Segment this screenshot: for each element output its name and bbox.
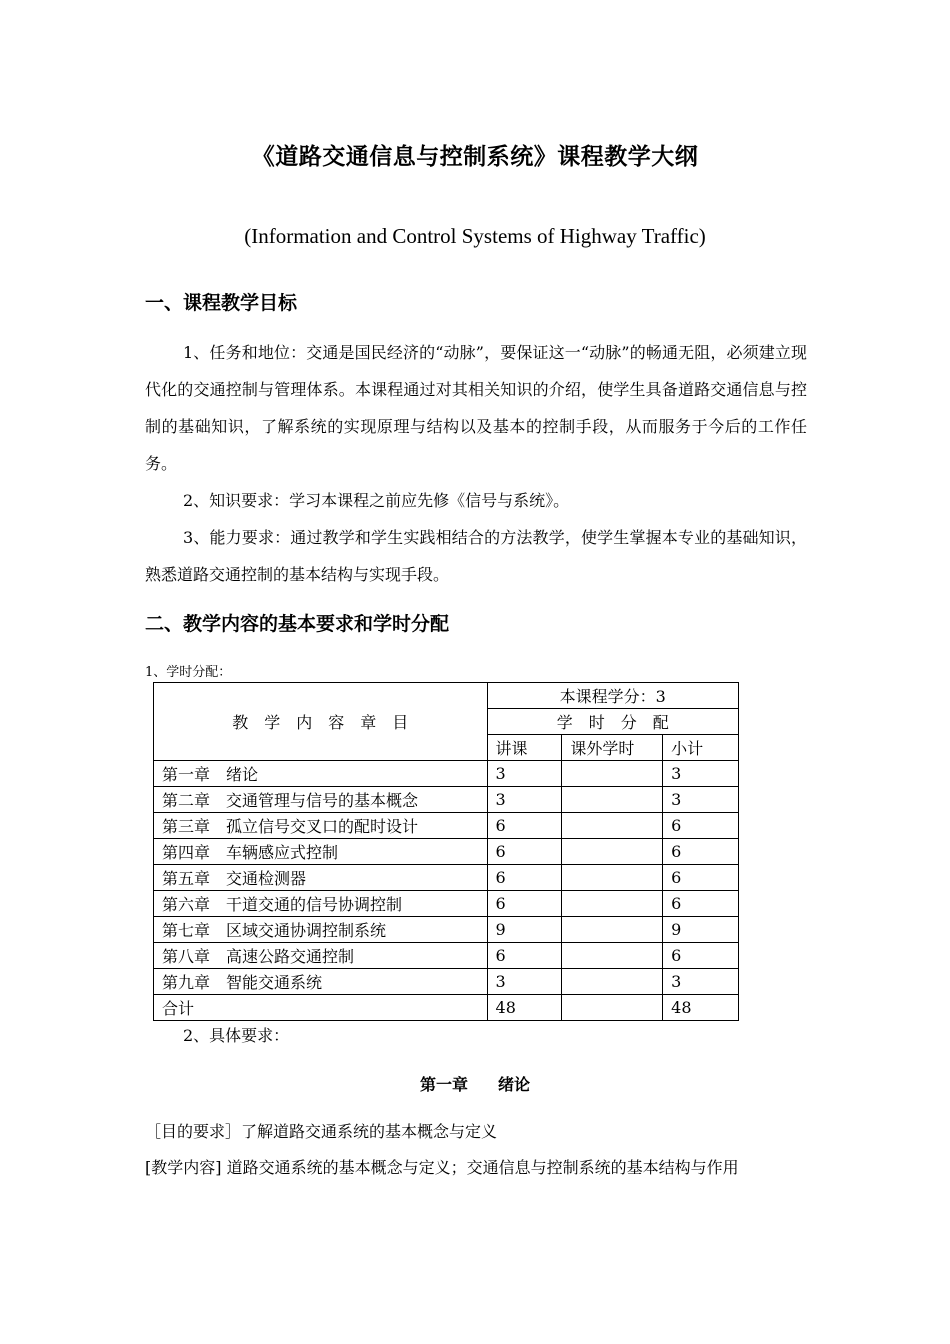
lecture-header: 讲课: [487, 735, 562, 761]
table-row: [154, 865, 739, 891]
page-subtitle: (Information and Control Systems of Highway Traffic): [244, 224, 706, 248]
specific-requirements-label: 2、具体要求：: [183, 1026, 290, 1045]
table-row: [154, 839, 739, 865]
subtotal-header: 小计: [663, 735, 739, 761]
lecture-cell: 3: [487, 787, 562, 813]
table-row: [154, 761, 739, 787]
total-cell: 9: [663, 917, 739, 943]
chapter-cell: 第六章 干道交通的信号协调控制: [154, 891, 488, 917]
lecture-cell: 9: [487, 917, 562, 943]
table-caption: 1、学时分配：: [145, 665, 232, 680]
chapter-cell: 第一章 绪论: [154, 761, 488, 787]
chapter-cell: 第五章 交通检测器: [154, 865, 488, 891]
table-row: [154, 917, 739, 943]
table-row: [154, 813, 739, 839]
hours-allocation-table: [153, 682, 739, 1021]
table-row: [154, 943, 739, 969]
total-cell: 6: [663, 891, 739, 917]
page-title: 《道路交通信息与控制系统》课程教学大纲: [251, 144, 699, 170]
lecture-cell: 6: [487, 865, 562, 891]
total-cell: 6: [663, 943, 739, 969]
objective-paragraph-3: [145, 519, 807, 593]
allocation-header: 学 时 分 配: [487, 709, 738, 735]
objective-text-1: 1、任务和地位：交通是国民经济的“动脉”，要保证这一“动脉”的畅通无阻，必须建立现代化的交通控制与管理体系。本课程通过对其相关知识的介绍，使学生具备道路交通信息与控制的基础知识，了解系统的实现原理与结构以及基本的控制手段，从而服务于今后的工作任务。: [145, 343, 807, 473]
extra-cell: [562, 891, 663, 917]
table-row: [154, 969, 739, 995]
section-heading-objectives: 一、课程教学目标: [145, 292, 298, 314]
extra-cell: [562, 813, 663, 839]
chapter-number: 第一章: [419, 1075, 468, 1094]
objective-paragraph-2: [145, 482, 807, 519]
table-total-row: [154, 995, 739, 1021]
lecture-cell: 6: [487, 891, 562, 917]
total-cell: 3: [663, 787, 739, 813]
lecture-cell: 6: [487, 813, 562, 839]
chapter-cell: 第二章 交通管理与信号的基本概念: [154, 787, 488, 813]
extra-cell: [562, 839, 663, 865]
chapter-cell: 第九章 智能交通系统: [154, 969, 488, 995]
lecture-cell: 48: [487, 995, 562, 1021]
total-cell: 6: [663, 865, 739, 891]
lecture-cell: 6: [487, 943, 562, 969]
chapter-content: [教学内容] 道路交通系统的基本概念与定义；交通信息与控制系统的基本结构与作用: [145, 1158, 739, 1177]
objective-text-2: 2、知识要求：学习本课程之前应先修《信号与系统》。: [183, 491, 570, 510]
extra-hours-header: 课外学时: [562, 735, 663, 761]
chapter-name: 绪论: [498, 1075, 531, 1094]
chapter-cell: 第七章 区域交通协调控制系统: [154, 917, 488, 943]
extra-cell: [562, 917, 663, 943]
extra-cell: [562, 969, 663, 995]
table-row: [154, 891, 739, 917]
chapter-goal: ［目的要求］了解道路交通系统的基本概念与定义: [145, 1122, 498, 1141]
lecture-cell: 3: [487, 761, 562, 787]
chapter-cell: 第三章 孤立信号交叉口的配时设计: [154, 813, 488, 839]
extra-cell: [562, 787, 663, 813]
objective-paragraph-1: [145, 334, 807, 482]
credits-header: 本课程学分：3: [487, 683, 738, 709]
chapter-cell: 第四章 车辆感应式控制: [154, 839, 488, 865]
section-heading-content: 二、教学内容的基本要求和学时分配: [145, 613, 450, 635]
total-cell: 6: [663, 839, 739, 865]
objective-text-3: 3、能力要求：通过教学和学生实践相结合的方法教学，使学生掌握本专业的基础知识，熟悉道路交通控制的基本结构与实现手段。: [145, 528, 807, 584]
extra-cell: [562, 995, 663, 1021]
chapter-cell: 合计: [154, 995, 488, 1021]
table-row: [154, 787, 739, 813]
chapter-cell: 第八章 高速公路交通控制: [154, 943, 488, 969]
total-cell: 3: [663, 761, 739, 787]
total-cell: 3: [663, 969, 739, 995]
total-cell: 6: [663, 813, 739, 839]
lecture-cell: 3: [487, 969, 562, 995]
lecture-cell: 6: [487, 839, 562, 865]
total-cell: 48: [663, 995, 739, 1021]
extra-cell: [562, 943, 663, 969]
chapter-heading: [0, 1072, 950, 1095]
extra-cell: [562, 865, 663, 891]
content-column-header: 教 学 内 容 章 目: [154, 683, 488, 761]
extra-cell: [562, 761, 663, 787]
